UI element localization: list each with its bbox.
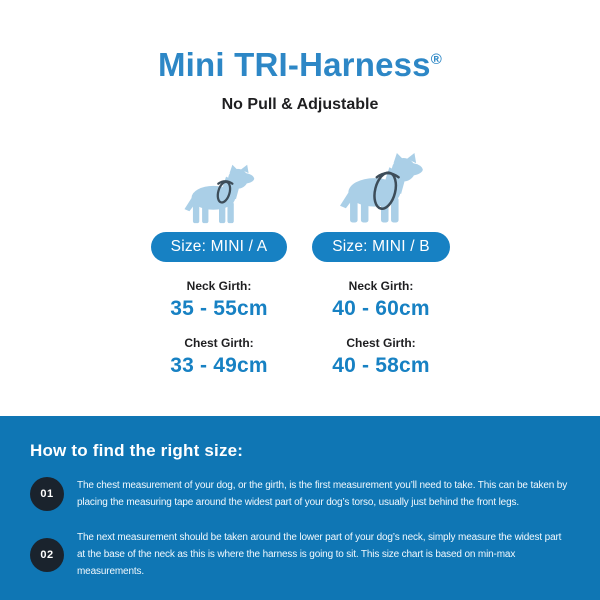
neck-girth-value: 40 - 60cm xyxy=(332,296,430,320)
neck-girth-label: Neck Girth: xyxy=(348,278,414,293)
dog-illustration-large xyxy=(300,152,462,226)
page-title xyxy=(0,46,600,84)
dog-illustration-small xyxy=(138,152,300,226)
step-description: The chest measurement of your dog, or the girth, is the first measurement you’ll need to take. This can be taken by placing the measuring tape around the widest part of your dog’s torso, usually just behind the front legs. xyxy=(77,480,568,508)
size-badge-mini-b: Size: MINI / B xyxy=(312,232,450,262)
sizing-guide-section xyxy=(0,416,600,600)
registered-trademark: ® xyxy=(430,51,442,68)
product-name: Mini TRI-Harness xyxy=(157,46,431,83)
dog-with-harness-icon xyxy=(180,164,258,226)
chest-girth-label: Chest Girth: xyxy=(184,335,254,350)
size-badge-mini-a: Size: MINI / A xyxy=(151,232,288,262)
size-column-mini-a xyxy=(138,152,300,378)
product-subtitle: No Pull & Adjustable xyxy=(221,95,379,113)
step-description: The next measurement should be taken around the lower part of your dog’s neck, simply measure the widest part at the base of the neck as this is where the harness is going to sit. This size chart is based on min-max measurements. xyxy=(77,532,562,577)
chest-girth-value: 40 - 58cm xyxy=(332,353,430,377)
size-column-mini-b xyxy=(300,152,462,378)
step-number-badge: 01 xyxy=(30,477,64,511)
guide-step-1 xyxy=(30,477,570,511)
guide-step-2 xyxy=(30,529,570,580)
size-columns xyxy=(0,152,600,378)
dog-with-harness-icon xyxy=(335,152,427,226)
guide-heading: How to find the right size: xyxy=(30,441,244,460)
neck-girth-value: 35 - 55cm xyxy=(170,296,268,320)
step-number-badge: 02 xyxy=(30,538,64,572)
chest-girth-label: Chest Girth: xyxy=(346,335,416,350)
neck-girth-label: Neck Girth: xyxy=(186,278,252,293)
chest-girth-value: 33 - 49cm xyxy=(170,353,268,377)
